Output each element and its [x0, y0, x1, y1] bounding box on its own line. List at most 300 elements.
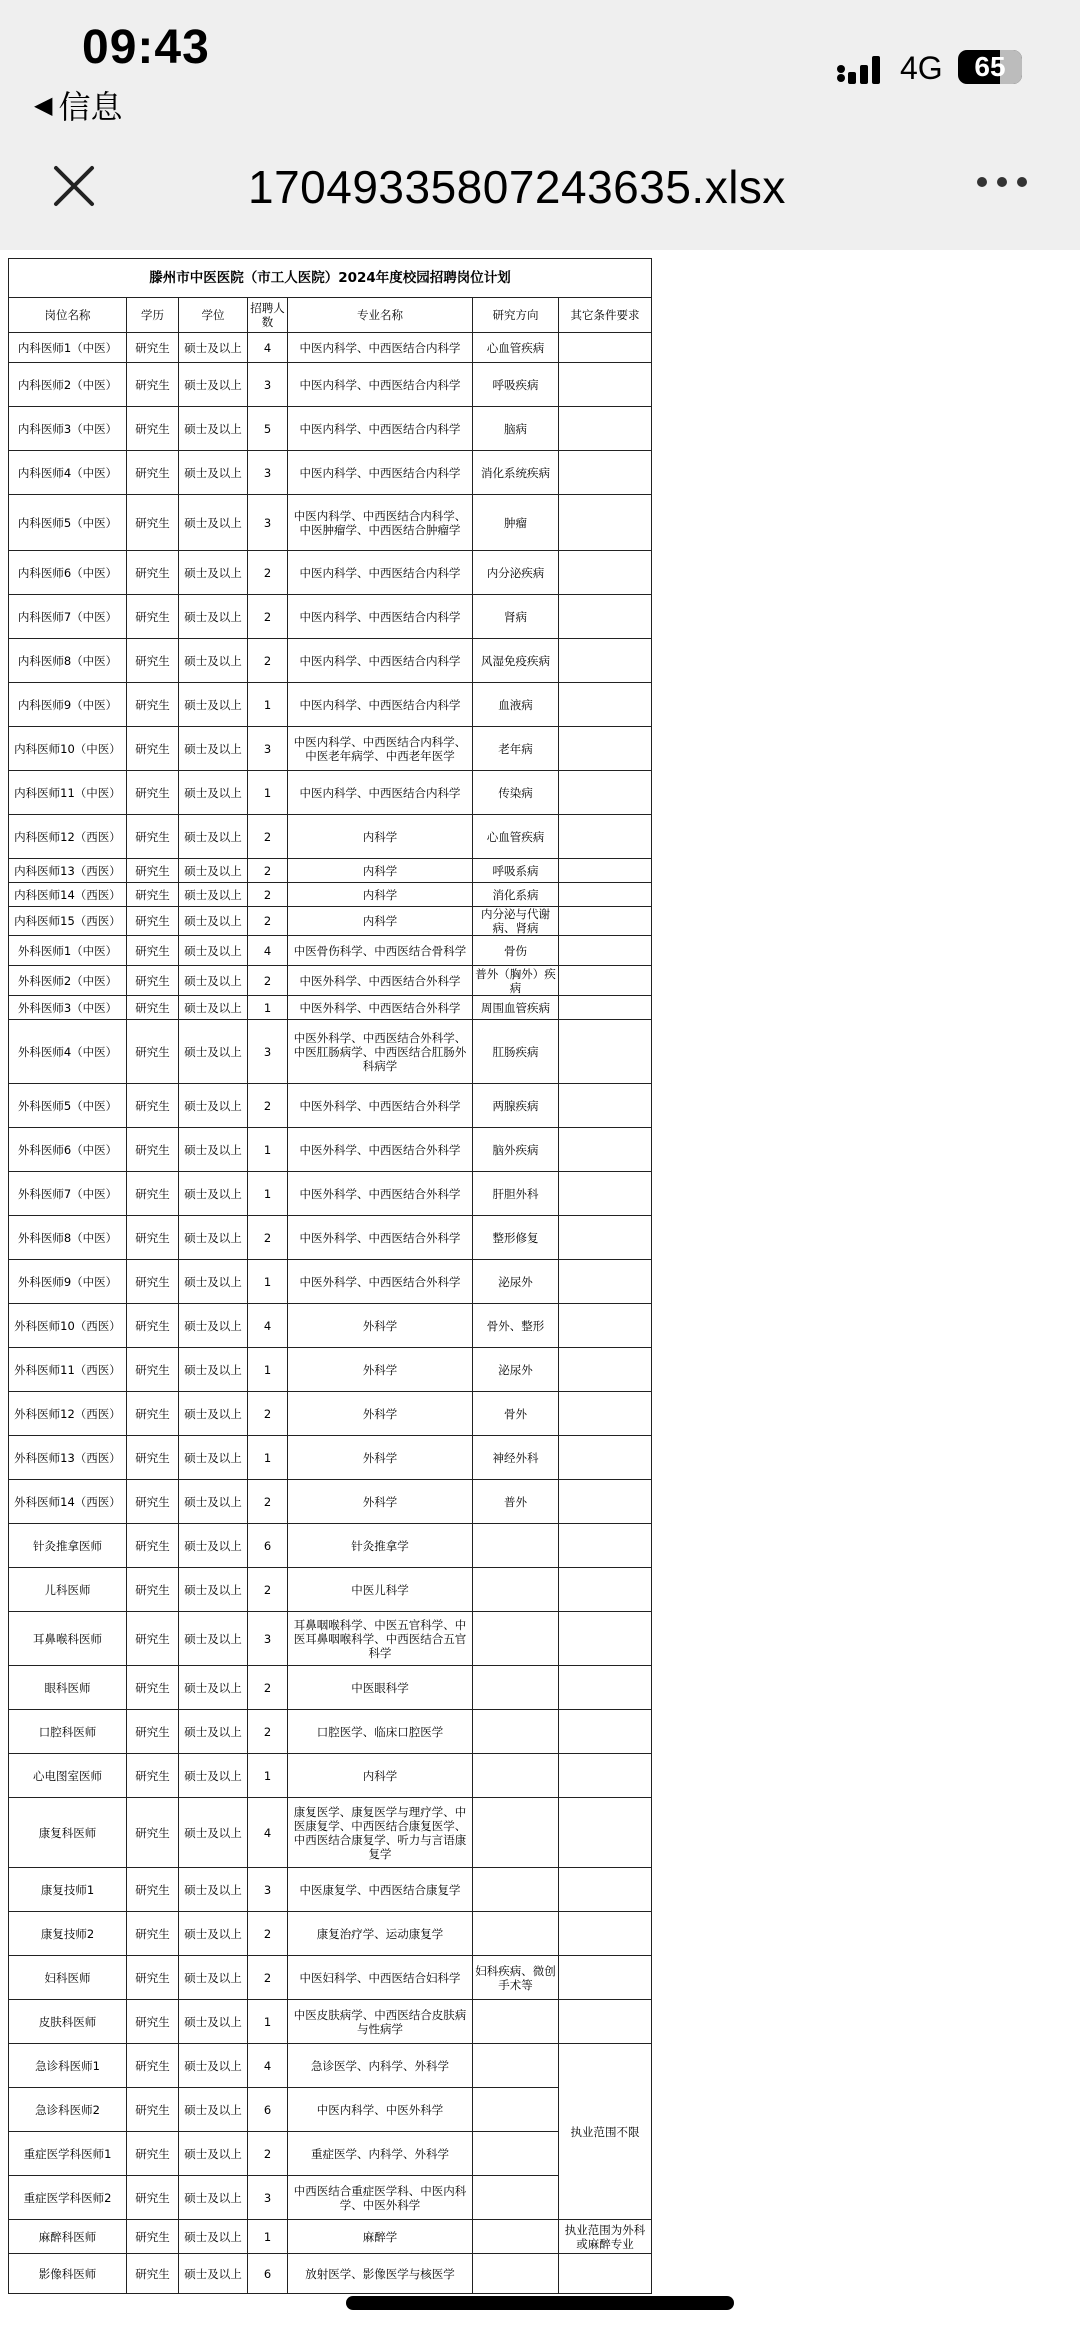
position-cell[interactable]: 内科医师5（中医）	[9, 495, 127, 551]
education-cell[interactable]: 研究生	[127, 595, 179, 639]
count-cell[interactable]: 1	[248, 1260, 288, 1304]
other-cell[interactable]	[559, 1568, 652, 1612]
degree-cell[interactable]: 硕士及以上	[179, 2000, 248, 2044]
degree-cell[interactable]: 硕士及以上	[179, 1754, 248, 1798]
direction-cell[interactable]: 两腺疾病	[473, 1084, 559, 1128]
education-cell[interactable]: 研究生	[127, 1304, 179, 1348]
other-cell[interactable]	[559, 1868, 652, 1912]
major-cell[interactable]: 中医外科学、中西医结合外科学	[288, 1172, 473, 1216]
major-cell[interactable]: 中医外科学、中西医结合外科学	[288, 1128, 473, 1172]
count-cell[interactable]: 4	[248, 1304, 288, 1348]
merged-note-cell[interactable]: 执业范围不限	[559, 2044, 652, 2220]
other-cell[interactable]	[559, 1754, 652, 1798]
major-cell[interactable]: 中医外科学、中西医结合外科学	[288, 1216, 473, 1260]
position-cell[interactable]: 内科医师13（西医）	[9, 859, 127, 883]
position-cell[interactable]: 内科医师14（西医）	[9, 883, 127, 907]
degree-cell[interactable]: 硕士及以上	[179, 966, 248, 996]
position-cell[interactable]: 麻醉科医师	[9, 2220, 127, 2254]
degree-cell[interactable]: 硕士及以上	[179, 683, 248, 727]
other-cell[interactable]	[559, 333, 652, 363]
position-cell[interactable]: 外科医师11（西医）	[9, 1348, 127, 1392]
other-cell[interactable]	[559, 683, 652, 727]
direction-cell[interactable]: 内分泌与代谢病、肾病	[473, 907, 559, 936]
position-cell[interactable]: 内科医师15（西医）	[9, 907, 127, 936]
degree-cell[interactable]: 硕士及以上	[179, 1710, 248, 1754]
major-cell[interactable]: 中医内科学、中西医结合内科学	[288, 407, 473, 451]
education-cell[interactable]: 研究生	[127, 1020, 179, 1084]
position-cell[interactable]: 外科医师2（中医）	[9, 966, 127, 996]
position-cell[interactable]: 内科医师12（西医）	[9, 815, 127, 859]
position-cell[interactable]: 内科医师1（中医）	[9, 333, 127, 363]
education-cell[interactable]: 研究生	[127, 2176, 179, 2220]
major-cell[interactable]: 中医内科学、中西医结合内科学	[288, 363, 473, 407]
direction-cell[interactable]: 肿瘤	[473, 495, 559, 551]
position-cell[interactable]: 内科医师4（中医）	[9, 451, 127, 495]
direction-cell[interactable]: 肾病	[473, 595, 559, 639]
major-cell[interactable]: 中医外科学、中西医结合外科学	[288, 966, 473, 996]
close-icon[interactable]	[52, 164, 96, 208]
direction-cell[interactable]: 泌尿外	[473, 1260, 559, 1304]
education-cell[interactable]: 研究生	[127, 1480, 179, 1524]
education-cell[interactable]: 研究生	[127, 1666, 179, 1710]
degree-cell[interactable]: 硕士及以上	[179, 727, 248, 771]
degree-cell[interactable]: 硕士及以上	[179, 1956, 248, 2000]
position-cell[interactable]: 影像科医师	[9, 2254, 127, 2294]
direction-cell[interactable]: 脑病	[473, 407, 559, 451]
other-cell[interactable]	[559, 771, 652, 815]
major-cell[interactable]: 中医康复学、中西医结合康复学	[288, 1868, 473, 1912]
education-cell[interactable]: 研究生	[127, 1612, 179, 1666]
direction-cell[interactable]: 呼吸疾病	[473, 363, 559, 407]
major-cell[interactable]: 外科学	[288, 1392, 473, 1436]
degree-cell[interactable]: 硕士及以上	[179, 639, 248, 683]
count-cell[interactable]: 1	[248, 1436, 288, 1480]
position-cell[interactable]: 外科医师8（中医）	[9, 1216, 127, 1260]
count-cell[interactable]: 3	[248, 1612, 288, 1666]
major-cell[interactable]: 中医外科学、中西医结合外科学、中医肛肠病学、中西医结合肛肠外科病学	[288, 1020, 473, 1084]
other-cell[interactable]	[559, 936, 652, 966]
major-cell[interactable]: 外科学	[288, 1480, 473, 1524]
degree-cell[interactable]: 硕士及以上	[179, 1128, 248, 1172]
major-cell[interactable]: 中医内科学、中西医结合内科学、中医肿瘤学、中西医结合肿瘤学	[288, 495, 473, 551]
position-cell[interactable]: 妇科医师	[9, 1956, 127, 2000]
direction-cell[interactable]: 肛肠疾病	[473, 1020, 559, 1084]
degree-cell[interactable]: 硕士及以上	[179, 2254, 248, 2294]
position-cell[interactable]: 康复技师2	[9, 1912, 127, 1956]
direction-cell[interactable]: 内分泌疾病	[473, 551, 559, 595]
direction-cell[interactable]: 传染病	[473, 771, 559, 815]
degree-cell[interactable]: 硕士及以上	[179, 907, 248, 936]
major-cell[interactable]: 中医内科学、中西医结合内科学	[288, 551, 473, 595]
education-cell[interactable]: 研究生	[127, 727, 179, 771]
degree-cell[interactable]: 硕士及以上	[179, 1868, 248, 1912]
direction-cell[interactable]: 普外	[473, 1480, 559, 1524]
direction-cell[interactable]: 周围血管疾病	[473, 996, 559, 1020]
major-cell[interactable]: 针灸推拿学	[288, 1524, 473, 1568]
count-cell[interactable]: 2	[248, 595, 288, 639]
education-cell[interactable]: 研究生	[127, 966, 179, 996]
other-cell[interactable]	[559, 1304, 652, 1348]
direction-cell[interactable]	[473, 1798, 559, 1868]
position-cell[interactable]: 外科医师6（中医）	[9, 1128, 127, 1172]
other-cell[interactable]	[559, 495, 652, 551]
degree-cell[interactable]: 硕士及以上	[179, 936, 248, 966]
direction-cell[interactable]	[473, 1754, 559, 1798]
count-cell[interactable]: 2	[248, 966, 288, 996]
degree-cell[interactable]: 硕士及以上	[179, 2088, 248, 2132]
direction-cell[interactable]	[473, 2088, 559, 2132]
count-cell[interactable]: 2	[248, 1568, 288, 1612]
position-cell[interactable]: 内科医师3（中医）	[9, 407, 127, 451]
degree-cell[interactable]: 硕士及以上	[179, 333, 248, 363]
other-cell[interactable]	[559, 451, 652, 495]
other-cell[interactable]	[559, 2000, 652, 2044]
education-cell[interactable]: 研究生	[127, 2254, 179, 2294]
position-cell[interactable]: 外科医师13（西医）	[9, 1436, 127, 1480]
major-cell[interactable]: 康复医学、康复医学与理疗学、中医康复学、中西医结合康复医学、中西医结合康复学、听力与言语康复学	[288, 1798, 473, 1868]
education-cell[interactable]: 研究生	[127, 1216, 179, 1260]
degree-cell[interactable]: 硕士及以上	[179, 1666, 248, 1710]
education-cell[interactable]: 研究生	[127, 1912, 179, 1956]
major-cell[interactable]: 中医外科学、中西医结合外科学	[288, 1260, 473, 1304]
count-cell[interactable]: 3	[248, 451, 288, 495]
other-cell[interactable]	[559, 1392, 652, 1436]
major-cell[interactable]: 中医内科学、中医外科学	[288, 2088, 473, 2132]
major-cell[interactable]: 中医内科学、中西医结合内科学	[288, 333, 473, 363]
degree-cell[interactable]: 硕士及以上	[179, 1798, 248, 1868]
education-cell[interactable]: 研究生	[127, 1128, 179, 1172]
direction-cell[interactable]: 妇科疾病、微创手术等	[473, 1956, 559, 2000]
direction-cell[interactable]: 呼吸系病	[473, 859, 559, 883]
education-cell[interactable]: 研究生	[127, 683, 179, 727]
count-cell[interactable]: 2	[248, 1710, 288, 1754]
count-cell[interactable]: 1	[248, 1128, 288, 1172]
count-cell[interactable]: 1	[248, 1348, 288, 1392]
count-cell[interactable]: 2	[248, 859, 288, 883]
direction-cell[interactable]	[473, 1868, 559, 1912]
other-cell[interactable]	[559, 639, 652, 683]
count-cell[interactable]: 3	[248, 727, 288, 771]
direction-cell[interactable]: 心血管疾病	[473, 815, 559, 859]
major-cell[interactable]: 耳鼻咽喉科学、中医五官科学、中医耳鼻咽喉科学、中西医结合五官科学	[288, 1612, 473, 1666]
education-cell[interactable]: 研究生	[127, 363, 179, 407]
direction-cell[interactable]: 泌尿外	[473, 1348, 559, 1392]
position-cell[interactable]: 内科医师10（中医）	[9, 727, 127, 771]
count-cell[interactable]: 2	[248, 1084, 288, 1128]
major-cell[interactable]: 中医外科学、中西医结合外科学	[288, 1084, 473, 1128]
direction-cell[interactable]: 消化系病	[473, 883, 559, 907]
education-cell[interactable]: 研究生	[127, 771, 179, 815]
count-cell[interactable]: 4	[248, 936, 288, 966]
position-cell[interactable]: 针灸推拿医师	[9, 1524, 127, 1568]
other-cell[interactable]	[559, 1128, 652, 1172]
education-cell[interactable]: 研究生	[127, 936, 179, 966]
position-cell[interactable]: 外科医师7（中医）	[9, 1172, 127, 1216]
count-cell[interactable]: 1	[248, 1172, 288, 1216]
other-cell[interactable]	[559, 1020, 652, 1084]
education-cell[interactable]: 研究生	[127, 1798, 179, 1868]
education-cell[interactable]: 研究生	[127, 495, 179, 551]
direction-cell[interactable]	[473, 1710, 559, 1754]
direction-cell[interactable]: 肝胆外科	[473, 1172, 559, 1216]
major-cell[interactable]: 急诊医学、内科学、外科学	[288, 2044, 473, 2088]
major-cell[interactable]: 中医内科学、中西医结合内科学	[288, 639, 473, 683]
direction-cell[interactable]	[473, 1612, 559, 1666]
other-cell[interactable]	[559, 1612, 652, 1666]
position-cell[interactable]: 内科医师2（中医）	[9, 363, 127, 407]
other-cell[interactable]	[559, 1216, 652, 1260]
position-cell[interactable]: 外科医师14（西医）	[9, 1480, 127, 1524]
education-cell[interactable]: 研究生	[127, 1172, 179, 1216]
degree-cell[interactable]: 硕士及以上	[179, 1260, 248, 1304]
direction-cell[interactable]: 脑外疾病	[473, 1128, 559, 1172]
major-cell[interactable]: 中医内科学、中西医结合内科学	[288, 771, 473, 815]
count-cell[interactable]: 3	[248, 2176, 288, 2220]
direction-cell[interactable]	[473, 2176, 559, 2220]
education-cell[interactable]: 研究生	[127, 2220, 179, 2254]
education-cell[interactable]: 研究生	[127, 907, 179, 936]
position-cell[interactable]: 儿科医师	[9, 1568, 127, 1612]
count-cell[interactable]: 6	[248, 1524, 288, 1568]
major-cell[interactable]: 中医内科学、中西医结合内科学、中医老年病学、中西老年医学	[288, 727, 473, 771]
education-cell[interactable]: 研究生	[127, 2088, 179, 2132]
position-cell[interactable]: 康复科医师	[9, 1798, 127, 1868]
major-cell[interactable]: 外科学	[288, 1436, 473, 1480]
education-cell[interactable]: 研究生	[127, 639, 179, 683]
education-cell[interactable]: 研究生	[127, 2044, 179, 2088]
major-cell[interactable]: 内科学	[288, 1754, 473, 1798]
position-cell[interactable]: 内科医师6（中医）	[9, 551, 127, 595]
count-cell[interactable]: 1	[248, 771, 288, 815]
education-cell[interactable]: 研究生	[127, 1568, 179, 1612]
direction-cell[interactable]	[473, 1524, 559, 1568]
major-cell[interactable]: 内科学	[288, 883, 473, 907]
degree-cell[interactable]: 硕士及以上	[179, 1392, 248, 1436]
count-cell[interactable]: 5	[248, 407, 288, 451]
count-cell[interactable]: 2	[248, 1216, 288, 1260]
education-cell[interactable]: 研究生	[127, 1956, 179, 2000]
position-cell[interactable]: 外科医师5（中医）	[9, 1084, 127, 1128]
education-cell[interactable]: 研究生	[127, 1084, 179, 1128]
count-cell[interactable]: 2	[248, 907, 288, 936]
education-cell[interactable]: 研究生	[127, 815, 179, 859]
count-cell[interactable]: 1	[248, 1754, 288, 1798]
major-cell[interactable]: 中医骨伤科学、中西医结合骨科学	[288, 936, 473, 966]
position-cell[interactable]: 内科医师8（中医）	[9, 639, 127, 683]
count-cell[interactable]: 1	[248, 2000, 288, 2044]
degree-cell[interactable]: 硕士及以上	[179, 1612, 248, 1666]
count-cell[interactable]: 2	[248, 815, 288, 859]
position-cell[interactable]: 外科医师10（西医）	[9, 1304, 127, 1348]
education-cell[interactable]: 研究生	[127, 1524, 179, 1568]
count-cell[interactable]: 3	[248, 1868, 288, 1912]
major-cell[interactable]: 内科学	[288, 859, 473, 883]
major-cell[interactable]: 放射医学、影像医学与核医学	[288, 2254, 473, 2294]
education-cell[interactable]: 研究生	[127, 996, 179, 1020]
major-cell[interactable]: 中医内科学、中西医结合内科学	[288, 451, 473, 495]
degree-cell[interactable]: 硕士及以上	[179, 595, 248, 639]
count-cell[interactable]: 4	[248, 1798, 288, 1868]
count-cell[interactable]: 1	[248, 683, 288, 727]
position-cell[interactable]: 眼科医师	[9, 1666, 127, 1710]
degree-cell[interactable]: 硕士及以上	[179, 1216, 248, 1260]
major-cell[interactable]: 中医皮肤病学、中西医结合皮肤病与性病学	[288, 2000, 473, 2044]
position-cell[interactable]: 重症医学科医师1	[9, 2132, 127, 2176]
degree-cell[interactable]: 硕士及以上	[179, 815, 248, 859]
other-cell[interactable]	[559, 966, 652, 996]
position-cell[interactable]: 急诊科医师2	[9, 2088, 127, 2132]
direction-cell[interactable]: 神经外科	[473, 1436, 559, 1480]
position-cell[interactable]: 急诊科医师1	[9, 2044, 127, 2088]
other-cell[interactable]	[559, 907, 652, 936]
count-cell[interactable]: 6	[248, 2088, 288, 2132]
degree-cell[interactable]: 硕士及以上	[179, 1348, 248, 1392]
other-cell[interactable]	[559, 551, 652, 595]
major-cell[interactable]: 中医眼科学	[288, 1666, 473, 1710]
education-cell[interactable]: 研究生	[127, 2132, 179, 2176]
position-cell[interactable]: 内科医师9（中医）	[9, 683, 127, 727]
count-cell[interactable]: 2	[248, 883, 288, 907]
direction-cell[interactable]	[473, 2000, 559, 2044]
other-cell[interactable]: 执业范围为外科或麻醉专业	[559, 2220, 652, 2254]
degree-cell[interactable]: 硕士及以上	[179, 407, 248, 451]
degree-cell[interactable]: 硕士及以上	[179, 1304, 248, 1348]
degree-cell[interactable]: 硕士及以上	[179, 996, 248, 1020]
count-cell[interactable]: 4	[248, 2044, 288, 2088]
direction-cell[interactable]	[473, 2220, 559, 2254]
direction-cell[interactable]	[473, 1666, 559, 1710]
degree-cell[interactable]: 硕士及以上	[179, 1172, 248, 1216]
position-cell[interactable]: 口腔科医师	[9, 1710, 127, 1754]
degree-cell[interactable]: 硕士及以上	[179, 1480, 248, 1524]
position-cell[interactable]: 内科医师7（中医）	[9, 595, 127, 639]
direction-cell[interactable]: 老年病	[473, 727, 559, 771]
education-cell[interactable]: 研究生	[127, 1260, 179, 1304]
other-cell[interactable]	[559, 595, 652, 639]
count-cell[interactable]: 4	[248, 333, 288, 363]
position-cell[interactable]: 外科医师4（中医）	[9, 1020, 127, 1084]
major-cell[interactable]: 内科学	[288, 815, 473, 859]
major-cell[interactable]: 口腔医学、临床口腔医学	[288, 1710, 473, 1754]
degree-cell[interactable]: 硕士及以上	[179, 1524, 248, 1568]
count-cell[interactable]: 6	[248, 2254, 288, 2294]
direction-cell[interactable]: 血液病	[473, 683, 559, 727]
other-cell[interactable]	[559, 1666, 652, 1710]
direction-cell[interactable]: 骨外	[473, 1392, 559, 1436]
other-cell[interactable]	[559, 1956, 652, 2000]
other-cell[interactable]	[559, 859, 652, 883]
direction-cell[interactable]: 风湿免疫疾病	[473, 639, 559, 683]
major-cell[interactable]: 外科学	[288, 1304, 473, 1348]
other-cell[interactable]	[559, 1798, 652, 1868]
other-cell[interactable]	[559, 1912, 652, 1956]
degree-cell[interactable]: 硕士及以上	[179, 859, 248, 883]
education-cell[interactable]: 研究生	[127, 883, 179, 907]
other-cell[interactable]	[559, 1710, 652, 1754]
count-cell[interactable]: 2	[248, 2132, 288, 2176]
major-cell[interactable]: 中西医结合重症医学科、中医内科学、中医外科学	[288, 2176, 473, 2220]
other-cell[interactable]	[559, 1348, 652, 1392]
count-cell[interactable]: 2	[248, 1956, 288, 2000]
position-cell[interactable]: 皮肤科医师	[9, 2000, 127, 2044]
major-cell[interactable]: 外科学	[288, 1348, 473, 1392]
count-cell[interactable]: 2	[248, 1912, 288, 1956]
position-cell[interactable]: 心电图室医师	[9, 1754, 127, 1798]
position-cell[interactable]: 内科医师11（中医）	[9, 771, 127, 815]
direction-cell[interactable]: 消化系统疾病	[473, 451, 559, 495]
other-cell[interactable]	[559, 363, 652, 407]
position-cell[interactable]: 外科医师9（中医）	[9, 1260, 127, 1304]
degree-cell[interactable]: 硕士及以上	[179, 2220, 248, 2254]
count-cell[interactable]: 2	[248, 551, 288, 595]
education-cell[interactable]: 研究生	[127, 1754, 179, 1798]
more-options-icon[interactable]	[974, 170, 1030, 194]
major-cell[interactable]: 中医儿科学	[288, 1568, 473, 1612]
education-cell[interactable]: 研究生	[127, 333, 179, 363]
position-cell[interactable]: 耳鼻喉科医师	[9, 1612, 127, 1666]
back-to-app-button[interactable]	[34, 82, 122, 128]
other-cell[interactable]	[559, 1436, 652, 1480]
direction-cell[interactable]: 普外（胸外）疾病	[473, 966, 559, 996]
degree-cell[interactable]: 硕士及以上	[179, 2132, 248, 2176]
major-cell[interactable]: 中医内科学、中西医结合内科学	[288, 595, 473, 639]
position-cell[interactable]: 康复技师1	[9, 1868, 127, 1912]
direction-cell[interactable]: 心血管疾病	[473, 333, 559, 363]
direction-cell[interactable]	[473, 1568, 559, 1612]
degree-cell[interactable]: 硕士及以上	[179, 1436, 248, 1480]
degree-cell[interactable]: 硕士及以上	[179, 551, 248, 595]
degree-cell[interactable]: 硕士及以上	[179, 883, 248, 907]
direction-cell[interactable]	[473, 2254, 559, 2294]
major-cell[interactable]: 重症医学、内科学、外科学	[288, 2132, 473, 2176]
spreadsheet-view[interactable]	[8, 258, 651, 2294]
major-cell[interactable]: 康复治疗学、运动康复学	[288, 1912, 473, 1956]
degree-cell[interactable]: 硕士及以上	[179, 1020, 248, 1084]
major-cell[interactable]: 中医妇科学、中西医结合妇科学	[288, 1956, 473, 2000]
other-cell[interactable]	[559, 883, 652, 907]
major-cell[interactable]: 中医内科学、中西医结合内科学	[288, 683, 473, 727]
home-indicator[interactable]	[346, 2296, 734, 2310]
degree-cell[interactable]: 硕士及以上	[179, 2176, 248, 2220]
other-cell[interactable]	[559, 815, 652, 859]
education-cell[interactable]: 研究生	[127, 1868, 179, 1912]
degree-cell[interactable]: 硕士及以上	[179, 1568, 248, 1612]
degree-cell[interactable]: 硕士及以上	[179, 1912, 248, 1956]
education-cell[interactable]: 研究生	[127, 1392, 179, 1436]
major-cell[interactable]: 中医外科学、中西医结合外科学	[288, 996, 473, 1020]
direction-cell[interactable]: 骨外、整形	[473, 1304, 559, 1348]
count-cell[interactable]: 1	[248, 2220, 288, 2254]
major-cell[interactable]: 内科学	[288, 907, 473, 936]
education-cell[interactable]: 研究生	[127, 551, 179, 595]
other-cell[interactable]	[559, 1524, 652, 1568]
position-cell[interactable]: 重症医学科医师2	[9, 2176, 127, 2220]
other-cell[interactable]	[559, 996, 652, 1020]
education-cell[interactable]: 研究生	[127, 1710, 179, 1754]
direction-cell[interactable]	[473, 2044, 559, 2088]
education-cell[interactable]: 研究生	[127, 2000, 179, 2044]
degree-cell[interactable]: 硕士及以上	[179, 363, 248, 407]
count-cell[interactable]: 2	[248, 639, 288, 683]
other-cell[interactable]	[559, 1260, 652, 1304]
education-cell[interactable]: 研究生	[127, 1436, 179, 1480]
education-cell[interactable]: 研究生	[127, 1348, 179, 1392]
other-cell[interactable]	[559, 1172, 652, 1216]
other-cell[interactable]	[559, 1084, 652, 1128]
education-cell[interactable]: 研究生	[127, 407, 179, 451]
other-cell[interactable]	[559, 407, 652, 451]
degree-cell[interactable]: 硕士及以上	[179, 495, 248, 551]
